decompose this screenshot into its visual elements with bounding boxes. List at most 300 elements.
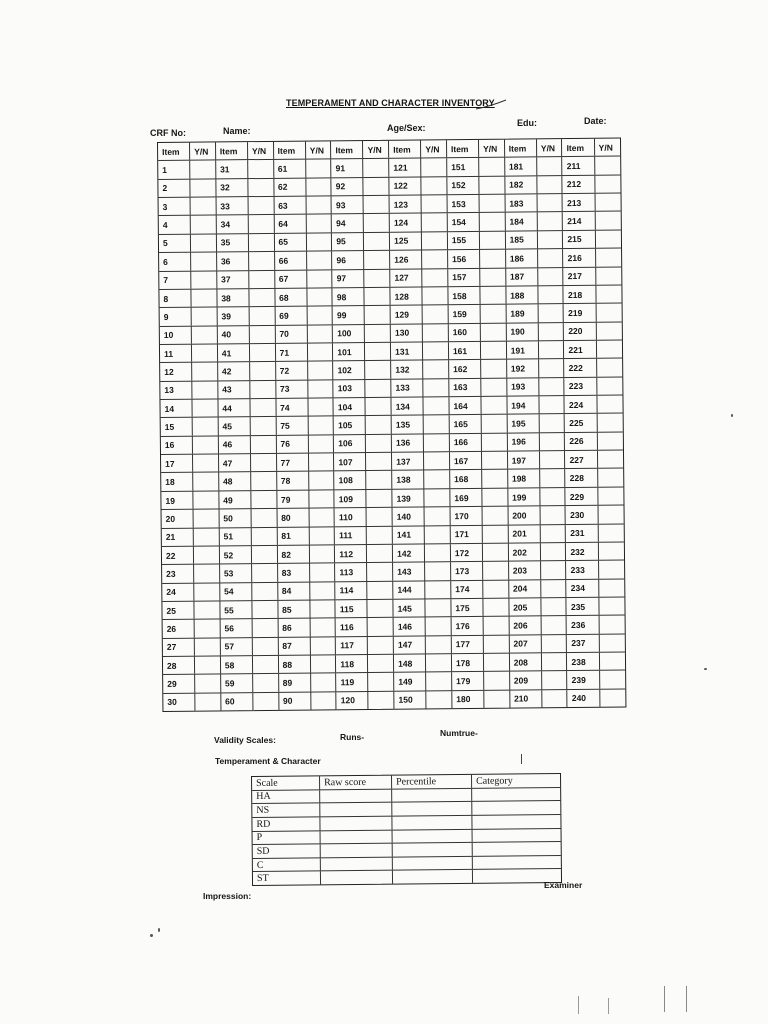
yn-response-cell[interactable]	[541, 616, 567, 634]
yn-response-cell[interactable]	[423, 342, 449, 360]
yn-response-cell[interactable]	[598, 451, 624, 469]
yn-response-cell[interactable]	[598, 487, 624, 505]
category-cell[interactable]	[472, 801, 560, 814]
yn-response-cell[interactable]	[481, 342, 507, 360]
yn-response-cell[interactable]	[364, 159, 390, 177]
yn-response-cell[interactable]	[480, 250, 506, 268]
yn-response-cell[interactable]	[249, 215, 275, 233]
yn-response-cell[interactable]	[539, 341, 565, 359]
yn-response-cell[interactable]	[481, 397, 507, 415]
yn-response-cell[interactable]	[190, 161, 216, 179]
yn-response-cell[interactable]	[192, 381, 218, 399]
yn-response-cell[interactable]	[195, 656, 221, 674]
yn-response-cell[interactable]	[425, 507, 451, 525]
yn-response-cell[interactable]	[250, 325, 276, 343]
yn-response-cell[interactable]	[252, 546, 278, 564]
yn-response-cell[interactable]	[480, 231, 506, 249]
yn-response-cell[interactable]	[539, 396, 565, 414]
yn-response-cell[interactable]	[192, 363, 218, 381]
yn-response-cell[interactable]	[424, 379, 450, 397]
yn-response-cell[interactable]	[193, 473, 219, 491]
yn-response-cell[interactable]	[597, 377, 623, 395]
yn-response-cell[interactable]	[307, 288, 333, 306]
yn-response-cell[interactable]	[426, 618, 452, 636]
yn-response-cell[interactable]	[541, 598, 567, 616]
item-number-cell: 216	[564, 249, 596, 267]
yn-response-cell[interactable]	[251, 436, 277, 454]
item-number-cell: 3	[159, 198, 191, 216]
yn-response-cell[interactable]	[368, 581, 394, 599]
yn-response-cell[interactable]	[365, 251, 391, 269]
yn-response-cell[interactable]	[195, 620, 221, 638]
yn-response-cell[interactable]	[364, 196, 390, 214]
yn-response-cell[interactable]	[480, 213, 506, 231]
yn-response-cell[interactable]	[424, 452, 450, 470]
yn-response-cell[interactable]	[309, 527, 335, 545]
yn-response-cell[interactable]	[369, 673, 395, 691]
yn-response-cell[interactable]	[190, 179, 216, 197]
yn-response-cell[interactable]	[252, 582, 278, 600]
yn-response-cell[interactable]	[596, 322, 622, 340]
raw-score-cell[interactable]	[321, 844, 393, 857]
yn-response-cell[interactable]	[542, 635, 568, 653]
yn-response-cell[interactable]	[424, 397, 450, 415]
yn-response-cell[interactable]	[191, 253, 217, 271]
yn-response-cell[interactable]	[249, 289, 275, 307]
category-cell[interactable]	[472, 815, 560, 828]
yn-response-cell[interactable]	[596, 285, 622, 303]
item-number-cell: 101	[333, 343, 365, 361]
yn-response-cell[interactable]	[368, 618, 394, 636]
yn-response-cell[interactable]	[538, 304, 564, 322]
yn-response-cell[interactable]	[482, 452, 508, 470]
yn-response-cell[interactable]	[367, 490, 393, 508]
yn-response-cell[interactable]	[483, 544, 509, 562]
item-number-cell: 118	[336, 655, 368, 673]
yn-response-cell[interactable]	[542, 690, 568, 708]
yn-response-cell[interactable]	[424, 416, 450, 434]
item-number-cell: 222	[565, 359, 597, 377]
yn-response-cell[interactable]	[425, 562, 451, 580]
item-number-cell: 94	[332, 214, 364, 232]
yn-response-cell[interactable]	[421, 159, 447, 177]
item-number-cell: 77	[277, 454, 309, 472]
yn-response-cell[interactable]	[595, 212, 621, 230]
yn-response-cell[interactable]	[306, 160, 332, 178]
yn-response-cell[interactable]	[540, 506, 566, 524]
yn-response-cell[interactable]	[194, 546, 220, 564]
yn-response-cell[interactable]	[367, 526, 393, 544]
yn-response-cell[interactable]	[308, 417, 334, 435]
yn-response-cell[interactable]	[598, 524, 624, 542]
yn-response-cell[interactable]	[423, 324, 449, 342]
yn-response-cell[interactable]	[537, 176, 563, 194]
yn-response-cell[interactable]	[423, 287, 449, 305]
yn-response-cell[interactable]	[423, 305, 449, 323]
yn-response-cell[interactable]	[307, 307, 333, 325]
yn-response-cell[interactable]	[252, 527, 278, 545]
yn-response-cell[interactable]	[484, 690, 510, 708]
yn-response-cell[interactable]	[596, 267, 622, 285]
yn-response-cell[interactable]	[483, 599, 509, 617]
yn-response-cell[interactable]	[308, 435, 334, 453]
yn-response-cell[interactable]	[537, 194, 563, 212]
item-number-cell: 83	[278, 564, 310, 582]
item-number-cell: 234	[567, 579, 599, 597]
yn-response-cell[interactable]	[422, 214, 448, 232]
yn-response-cell[interactable]	[364, 177, 390, 195]
yn-response-cell[interactable]	[422, 177, 448, 195]
item-number-cell: 65	[274, 233, 306, 251]
yn-response-cell[interactable]	[307, 325, 333, 343]
yn-response-cell[interactable]	[195, 675, 221, 693]
yn-response-cell[interactable]	[193, 399, 219, 417]
yn-response-cell[interactable]	[253, 693, 279, 711]
yn-response-cell[interactable]	[479, 176, 505, 194]
yn-response-cell[interactable]	[422, 250, 448, 268]
yn-response-cell[interactable]	[482, 488, 508, 506]
yn-response-cell[interactable]	[598, 506, 624, 524]
yn-response-cell[interactable]	[311, 692, 337, 710]
yn-response-cell[interactable]	[366, 435, 392, 453]
yn-response-cell[interactable]	[540, 525, 566, 543]
yn-response-cell[interactable]	[251, 454, 277, 472]
yn-response-cell[interactable]	[192, 326, 218, 344]
raw-score-cell[interactable]	[320, 789, 392, 802]
yn-response-cell[interactable]	[366, 453, 392, 471]
yn-response-cell[interactable]	[252, 564, 278, 582]
raw-score-cell[interactable]	[321, 857, 393, 870]
yn-response-cell[interactable]	[481, 323, 507, 341]
yn-response-cell[interactable]	[251, 491, 277, 509]
yn-response-cell[interactable]	[599, 598, 625, 616]
category-cell[interactable]	[472, 788, 560, 801]
yn-response-cell[interactable]	[194, 565, 220, 583]
yn-response-cell[interactable]	[483, 507, 509, 525]
item-number-cell: 152	[447, 177, 479, 195]
yn-response-cell[interactable]	[480, 287, 506, 305]
percentile-cell[interactable]	[392, 789, 472, 802]
yn-response-cell[interactable]	[597, 432, 623, 450]
yn-response-cell[interactable]	[480, 268, 506, 286]
yn-response-cell[interactable]	[596, 249, 622, 267]
yn-response-cell[interactable]	[425, 581, 451, 599]
yn-response-cell[interactable]	[306, 196, 332, 214]
yn-response-cell[interactable]	[309, 472, 335, 490]
yn-response-cell[interactable]	[249, 252, 275, 270]
yn-response-cell[interactable]	[191, 271, 217, 289]
yn-response-cell[interactable]	[537, 157, 563, 175]
yn-response-cell[interactable]	[538, 231, 564, 249]
yn-response-cell[interactable]	[311, 655, 337, 673]
category-cell[interactable]	[473, 856, 561, 869]
yn-response-cell[interactable]	[595, 230, 621, 248]
yn-response-cell[interactable]	[193, 418, 219, 436]
temperament-character-label: Temperament & Character	[215, 756, 321, 766]
yn-response-cell[interactable]	[310, 582, 336, 600]
yn-response-cell[interactable]	[248, 197, 274, 215]
yn-response-cell[interactable]	[195, 693, 221, 711]
yn-response-cell[interactable]	[539, 378, 565, 396]
yn-response-cell[interactable]	[427, 691, 453, 709]
yn-response-cell[interactable]	[599, 579, 625, 597]
yn-response-cell[interactable]	[311, 674, 337, 692]
date-label: Date:	[584, 116, 607, 126]
yn-response-cell[interactable]	[195, 601, 221, 619]
yn-response-cell[interactable]	[249, 270, 275, 288]
yn-response-cell[interactable]	[542, 653, 568, 671]
item-number-cell: 105	[334, 416, 366, 434]
yn-response-cell[interactable]	[367, 508, 393, 526]
item-number-cell: 100	[333, 325, 365, 343]
percentile-cell[interactable]	[393, 843, 473, 856]
category-cell[interactable]	[473, 829, 561, 842]
yn-response-cell[interactable]	[192, 308, 218, 326]
yn-response-cell[interactable]	[481, 378, 507, 396]
yn-response-cell[interactable]	[482, 415, 508, 433]
yn-response-cell[interactable]	[483, 525, 509, 543]
yn-response-cell[interactable]	[484, 635, 510, 653]
yn-response-cell[interactable]	[252, 619, 278, 637]
yn-response-cell[interactable]	[194, 528, 220, 546]
yn-response-cell[interactable]	[541, 580, 567, 598]
yn-response-cell[interactable]	[366, 398, 392, 416]
yn-response-cell[interactable]	[425, 526, 451, 544]
yn-response-cell[interactable]	[365, 288, 391, 306]
yn-response-cell[interactable]	[364, 233, 390, 251]
yn-response-cell[interactable]	[307, 233, 333, 251]
item-number-cell: 176	[451, 617, 483, 635]
yn-response-cell[interactable]	[365, 269, 391, 287]
yn-response-cell[interactable]	[248, 179, 274, 197]
yn-response-cell[interactable]	[426, 673, 452, 691]
yn-response-cell[interactable]	[253, 638, 279, 656]
yn-response-cell[interactable]	[483, 562, 509, 580]
item-number-cell: 12	[160, 363, 192, 381]
yn-response-cell[interactable]	[307, 251, 333, 269]
item-number-cell: 123	[390, 196, 422, 214]
yn-response-cell[interactable]	[424, 434, 450, 452]
yn-response-cell[interactable]	[366, 416, 392, 434]
yn-response-cell[interactable]	[309, 508, 335, 526]
yn-response-cell[interactable]	[365, 324, 391, 342]
item-number-cell: 155	[448, 232, 480, 250]
percentile-cell[interactable]	[392, 816, 472, 829]
yn-response-cell[interactable]	[193, 491, 219, 509]
yn-response-cell[interactable]	[539, 414, 565, 432]
yn-response-cell[interactable]	[600, 653, 626, 671]
raw-score-cell[interactable]	[321, 830, 393, 843]
yn-response-cell[interactable]	[252, 601, 278, 619]
yn-response-cell[interactable]	[598, 542, 624, 560]
yn-response-cell[interactable]	[191, 198, 217, 216]
yn-response-cell[interactable]	[483, 580, 509, 598]
percentile-cell[interactable]	[393, 870, 473, 883]
item-column-header: Item	[447, 140, 479, 158]
yn-response-cell[interactable]	[539, 359, 565, 377]
yn-response-cell[interactable]	[366, 379, 392, 397]
yn-response-cell[interactable]	[425, 544, 451, 562]
yn-response-cell[interactable]	[309, 490, 335, 508]
yn-response-cell[interactable]	[195, 638, 221, 656]
yn-response-cell[interactable]	[193, 455, 219, 473]
yn-response-cell[interactable]	[364, 214, 390, 232]
yn-response-cell[interactable]	[595, 194, 621, 212]
yn-response-cell[interactable]	[595, 175, 621, 193]
yn-response-cell[interactable]	[538, 268, 564, 286]
yn-response-cell[interactable]	[194, 583, 220, 601]
item-number-cell: 85	[278, 601, 310, 619]
yn-response-cell[interactable]	[192, 344, 218, 362]
yn-response-cell[interactable]	[253, 656, 279, 674]
raw-score-cell[interactable]	[321, 871, 393, 884]
percentile-cell[interactable]	[392, 802, 472, 815]
yn-response-cell[interactable]	[537, 213, 563, 231]
scales-column-header: Category	[476, 775, 513, 787]
yn-response-cell[interactable]	[250, 381, 276, 399]
yn-response-cell[interactable]	[368, 563, 394, 581]
yn-response-cell[interactable]	[597, 414, 623, 432]
yn-response-cell[interactable]	[306, 215, 332, 233]
item-column-header: Item	[389, 140, 421, 158]
yn-response-cell[interactable]	[250, 362, 276, 380]
yn-response-cell[interactable]	[367, 545, 393, 563]
yn-response-cell[interactable]	[600, 671, 626, 689]
yn-response-cell[interactable]	[307, 270, 333, 288]
item-number-cell: 184	[505, 213, 537, 231]
item-number-cell: 162	[449, 360, 481, 378]
yn-response-cell[interactable]	[538, 249, 564, 267]
yn-response-cell[interactable]	[369, 692, 395, 710]
yn-response-cell[interactable]	[479, 158, 505, 176]
yn-response-cell[interactable]	[249, 307, 275, 325]
item-number-cell: 110	[335, 508, 367, 526]
yn-response-cell[interactable]	[248, 160, 274, 178]
category-cell[interactable]	[473, 842, 561, 855]
yn-response-cell[interactable]	[597, 396, 623, 414]
yn-response-cell[interactable]	[539, 323, 565, 341]
raw-score-cell[interactable]	[320, 817, 392, 830]
yn-response-cell[interactable]	[309, 453, 335, 471]
yn-response-cell[interactable]	[253, 674, 279, 692]
item-number-cell: 106	[334, 435, 366, 453]
item-number-cell: 102	[333, 361, 365, 379]
yn-response-cell[interactable]	[426, 654, 452, 672]
yn-response-cell[interactable]	[482, 433, 508, 451]
scale-name-cell: SD	[253, 844, 321, 857]
yn-response-cell[interactable]	[540, 488, 566, 506]
yn-response-cell[interactable]	[191, 234, 217, 252]
yn-response-cell[interactable]	[249, 234, 275, 252]
yn-response-cell[interactable]	[596, 304, 622, 322]
item-number-cell: 23	[162, 565, 194, 583]
yn-response-cell[interactable]	[599, 634, 625, 652]
yn-response-cell[interactable]	[365, 306, 391, 324]
raw-score-cell[interactable]	[320, 803, 392, 816]
item-number-cell: 146	[394, 618, 426, 636]
item-number-cell: 182	[505, 176, 537, 194]
yn-response-cell[interactable]	[310, 545, 336, 563]
yn-response-cell[interactable]	[597, 359, 623, 377]
yn-response-cell[interactable]	[599, 616, 625, 634]
yn-response-cell[interactable]	[484, 654, 510, 672]
yn-response-cell[interactable]	[368, 636, 394, 654]
yn-response-cell[interactable]	[426, 599, 452, 617]
item-number-cell: 165	[450, 415, 482, 433]
item-number-cell: 31	[216, 160, 248, 178]
yn-response-cell[interactable]	[538, 286, 564, 304]
yn-response-cell[interactable]	[599, 561, 625, 579]
yn-response-cell[interactable]	[422, 195, 448, 213]
yn-response-cell[interactable]	[423, 361, 449, 379]
yn-response-cell[interactable]	[250, 399, 276, 417]
yn-response-cell[interactable]	[310, 600, 336, 618]
yn-response-cell[interactable]	[193, 436, 219, 454]
yn-response-cell[interactable]	[250, 344, 276, 362]
yn-response-cell[interactable]	[540, 470, 566, 488]
yn-response-cell[interactable]	[310, 619, 336, 637]
yn-response-cell[interactable]	[541, 543, 567, 561]
yn-response-cell[interactable]	[368, 600, 394, 618]
item-number-cell: 112	[335, 545, 367, 563]
yn-response-cell[interactable]	[595, 157, 621, 175]
yn-response-cell[interactable]	[366, 361, 392, 379]
yn-response-cell[interactable]	[540, 433, 566, 451]
yn-response-cell[interactable]	[422, 269, 448, 287]
yn-response-cell[interactable]	[482, 470, 508, 488]
yn-response-cell[interactable]	[310, 637, 336, 655]
item-number-cell: 68	[275, 288, 307, 306]
yn-response-cell[interactable]	[365, 343, 391, 361]
yn-response-cell[interactable]	[192, 289, 218, 307]
yn-response-cell[interactable]	[251, 509, 277, 527]
item-number-cell: 180	[452, 691, 484, 709]
yn-response-cell[interactable]	[422, 232, 448, 250]
yn-response-cell[interactable]	[598, 469, 624, 487]
yn-response-cell[interactable]	[251, 417, 277, 435]
yn-response-cell[interactable]	[484, 672, 510, 690]
percentile-cell[interactable]	[393, 857, 473, 870]
yn-response-cell[interactable]	[597, 340, 623, 358]
yn-response-cell[interactable]	[480, 195, 506, 213]
yn-response-cell[interactable]	[194, 510, 220, 528]
yn-response-cell[interactable]	[540, 451, 566, 469]
yn-response-cell[interactable]	[600, 689, 626, 707]
yn-response-cell[interactable]	[425, 489, 451, 507]
yn-response-cell[interactable]	[481, 305, 507, 323]
yn-response-cell[interactable]	[308, 380, 334, 398]
item-number-cell: 145	[394, 599, 426, 617]
yn-response-cell[interactable]	[541, 561, 567, 579]
yn-response-cell[interactable]	[251, 472, 277, 490]
yn-response-cell[interactable]	[367, 471, 393, 489]
yn-response-cell[interactable]	[308, 343, 334, 361]
yn-response-cell[interactable]	[542, 672, 568, 690]
yn-response-cell[interactable]	[424, 471, 450, 489]
yn-response-cell[interactable]	[426, 636, 452, 654]
item-number-cell: 144	[393, 581, 425, 599]
yn-response-cell[interactable]	[308, 362, 334, 380]
yn-response-cell[interactable]	[308, 398, 334, 416]
yn-response-cell[interactable]	[306, 178, 332, 196]
percentile-cell[interactable]	[393, 829, 473, 842]
yn-response-cell[interactable]	[310, 564, 336, 582]
yn-response-cell[interactable]	[484, 617, 510, 635]
yn-response-cell[interactable]	[191, 216, 217, 234]
yn-response-cell[interactable]	[368, 655, 394, 673]
item-number-cell: 9	[160, 308, 192, 326]
yn-response-cell[interactable]	[481, 360, 507, 378]
